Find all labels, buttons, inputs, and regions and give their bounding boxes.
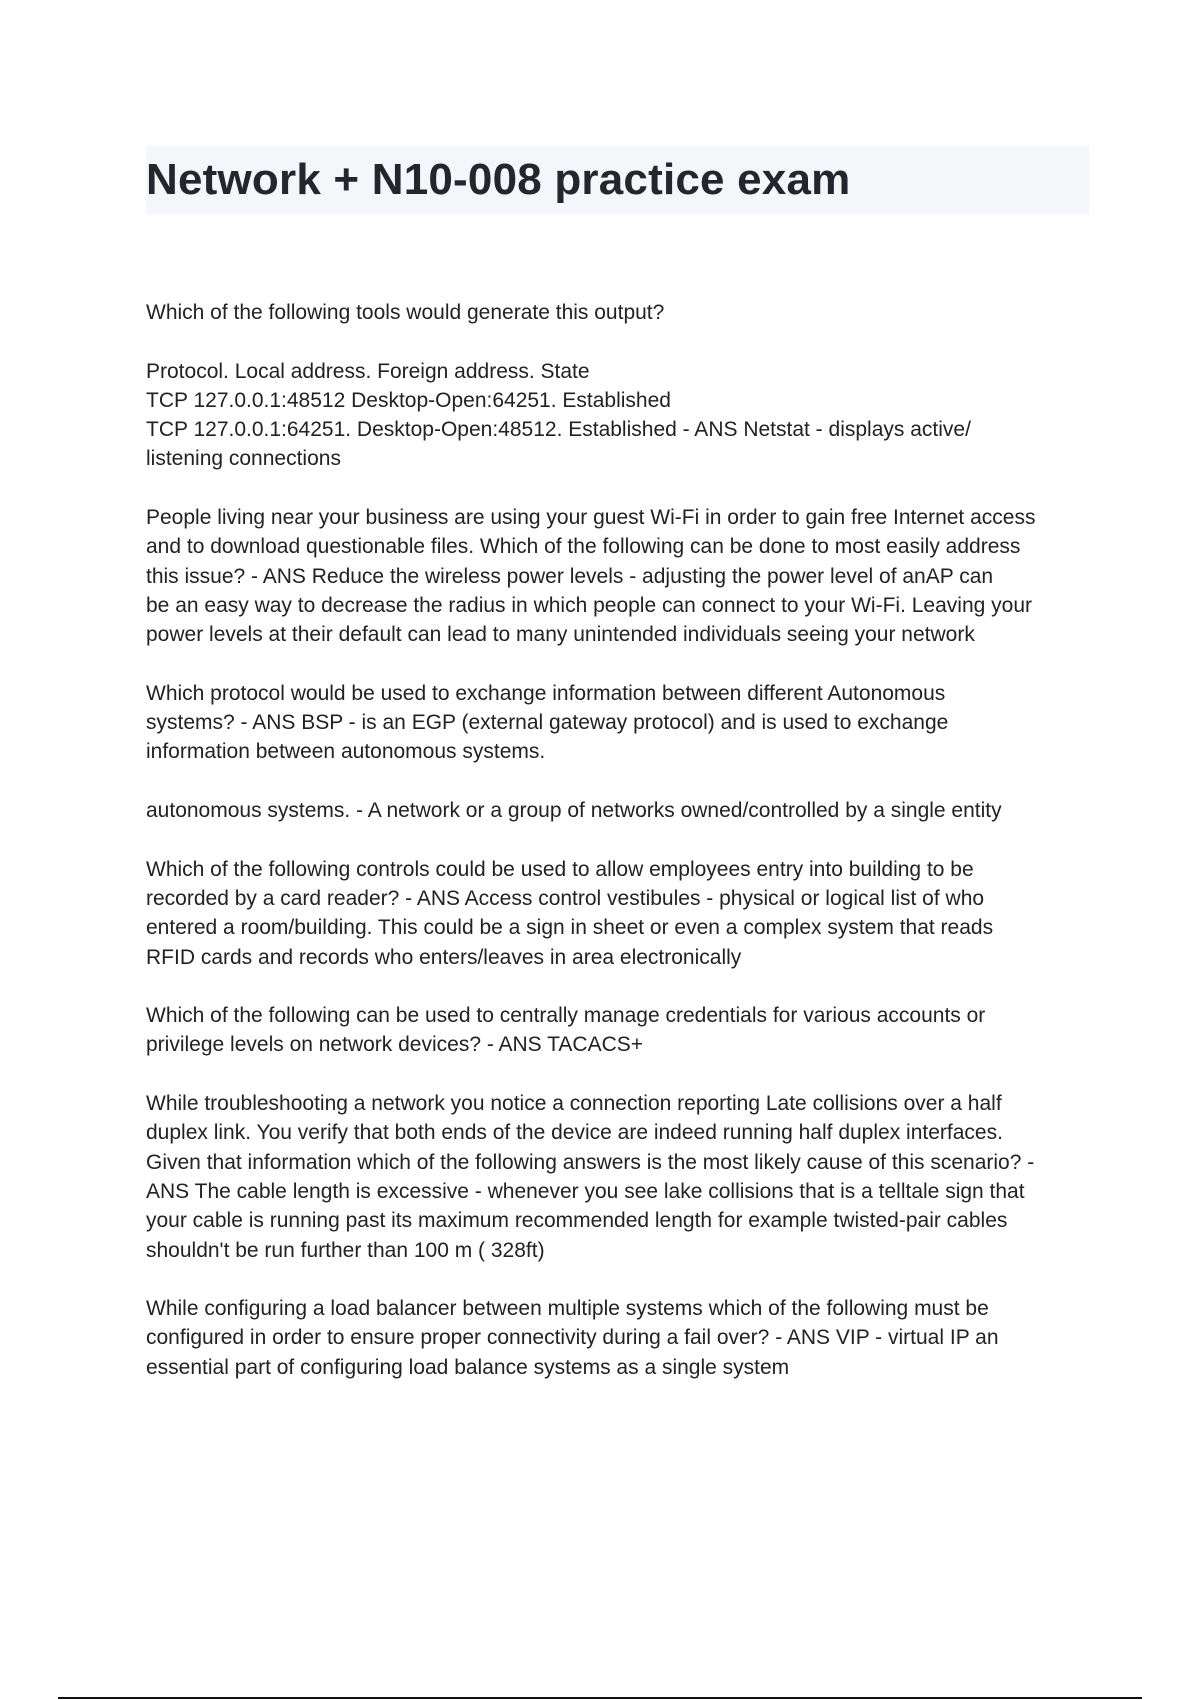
text-line: duplex link. You verify that both ends of the device are indeed running half duplex interfaces. xyxy=(146,1121,1003,1145)
text-line: recorded by a card reader? - ANS Access control vestibules - physical or logical list of who xyxy=(146,886,985,910)
text-line: autonomous systems. - A network or a group of networks owned/controlled by a single entity xyxy=(146,799,1002,823)
text-line: entered a room/building. This could be a sign in sheet or even a complex system that reads xyxy=(146,916,994,940)
paragraph xyxy=(146,357,1091,474)
document-title: Network + N10-008 practice exam xyxy=(146,155,851,204)
text-line: essential part of configuring load balance systems as a single system xyxy=(146,1355,790,1379)
text-line: Which of the following controls could be used to allow employees entry into building to be xyxy=(146,857,974,881)
text-line: be an easy way to decrease the radius in which people can connect to your Wi-Fi. Leaving your xyxy=(146,593,1032,617)
text-line: While troubleshooting a network you notice a connection reporting Late collisions over a half xyxy=(146,1092,1002,1116)
paragraph xyxy=(146,796,1091,825)
paragraph xyxy=(146,1089,1091,1265)
text-line: listening connections xyxy=(146,447,341,471)
text-line: People living near your business are using your guest Wi-Fi in order to gain free Internet access xyxy=(146,506,1036,530)
text-line: information between autonomous systems. xyxy=(146,740,546,764)
text-line: systems? - ANS BSP - is an EGP (external gateway protocol) and is used to exchange xyxy=(146,711,949,735)
text-line: TCP 127.0.0.1:64251. Desktop-Open:48512. Established - ANS Netstat - displays active/ xyxy=(146,418,971,442)
paragraph xyxy=(146,298,1091,327)
text-line: Which of the following can be used to centrally manage credentials for various accounts or xyxy=(146,1004,986,1028)
paragraph xyxy=(146,503,1091,649)
text-line: and to download questionable files. Which of the following can be done to most easily address xyxy=(146,535,1021,559)
footer-divider xyxy=(58,1697,1142,1699)
text-line: your cable is running past its maximum recommended length for example twisted-pair cables xyxy=(146,1209,1008,1233)
paragraph xyxy=(146,1294,1091,1382)
text-line: TCP 127.0.0.1:48512 Desktop-Open:64251. Established xyxy=(146,388,671,412)
text-line: Given that information which of the following answers is the most likely cause of this scenario? - xyxy=(146,1150,1035,1174)
text-line: Which of the following tools would generate this output? xyxy=(146,301,665,324)
paragraph xyxy=(146,1001,1091,1060)
document-body xyxy=(146,298,1091,1411)
text-line: RFID cards and records who enters/leaves in area electronically xyxy=(146,945,742,969)
text-line: Which protocol would be used to exchange information between different Autonomous xyxy=(146,681,946,705)
paragraph xyxy=(146,855,1091,972)
paragraph xyxy=(146,679,1091,767)
text-line: privilege levels on network devices? - ANS TACACS+ xyxy=(146,1033,644,1057)
text-line: configured in order to ensure proper connectivity during a fail over? - ANS VIP - virtual IP an xyxy=(146,1326,999,1350)
title-banner xyxy=(146,146,1089,214)
text-line: shouldn't be run further than 100 m ( 328ft) xyxy=(146,1238,545,1262)
text-line: While configuring a load balancer between multiple systems which of the following must be xyxy=(146,1297,989,1321)
text-line: this issue? - ANS Reduce the wireless power levels - adjusting the power level of anAP can xyxy=(146,564,994,588)
text-line: Protocol. Local address. Foreign address. State xyxy=(146,359,590,383)
text-line: power levels at their default can lead to many unintended individuals seeing your network xyxy=(146,623,975,647)
text-line: ANS The cable length is excessive - whenever you see lake collisions that is a telltale sign that xyxy=(146,1179,1025,1203)
